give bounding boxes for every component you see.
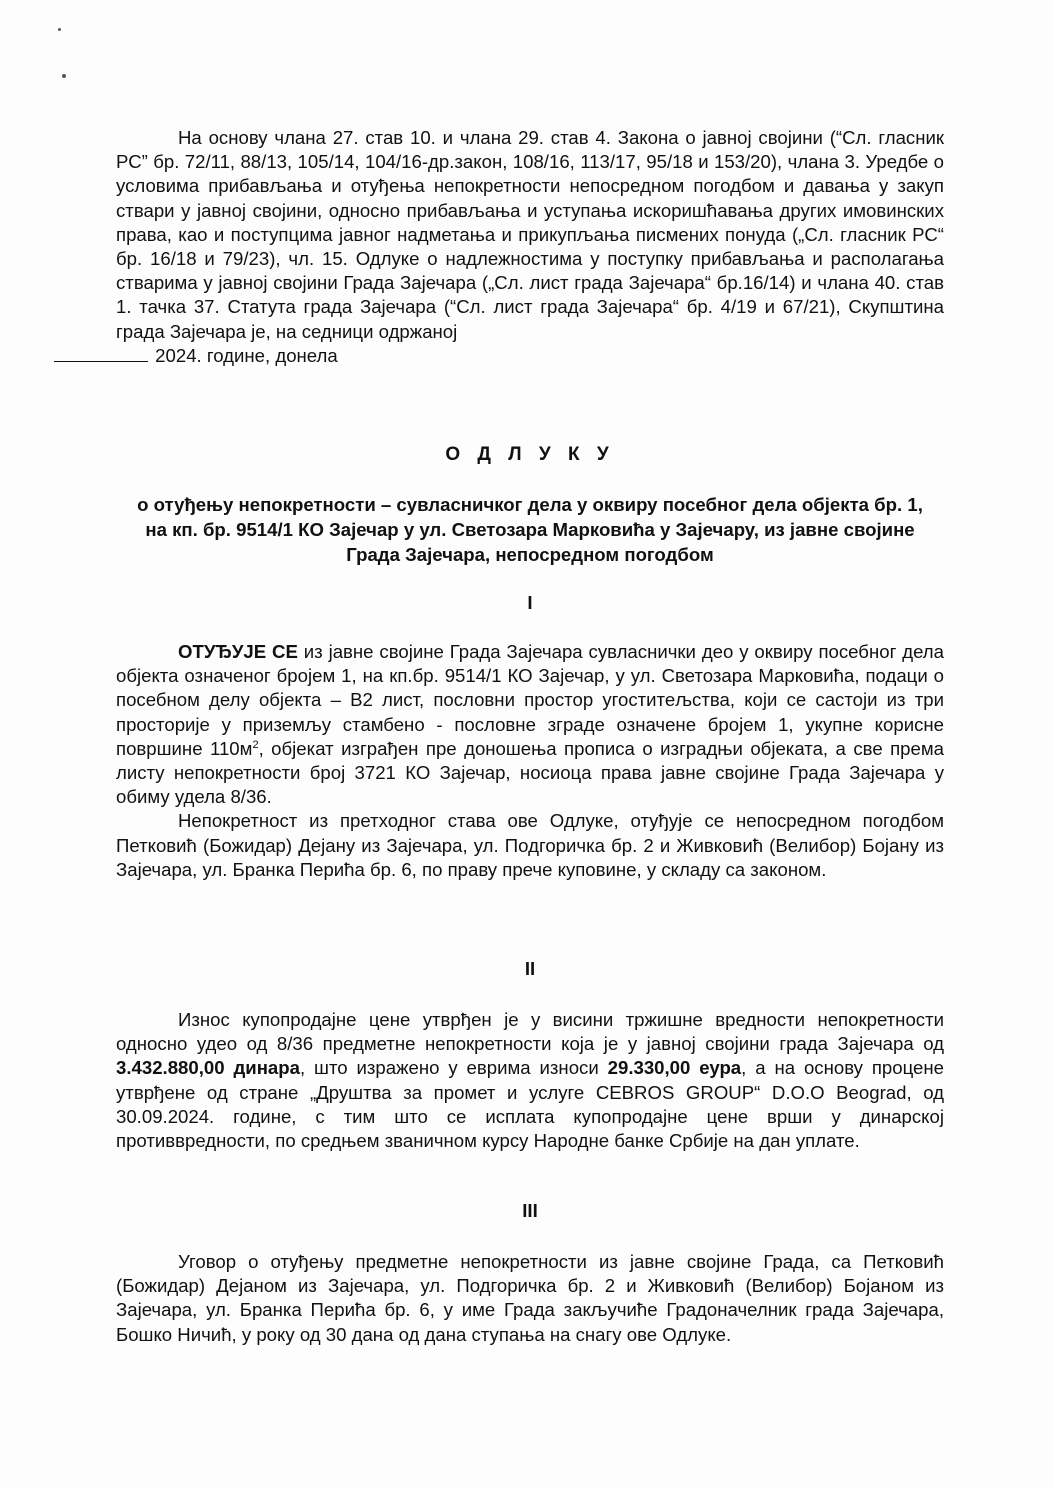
preamble-text: На основу члана 27. став 10. и члана 29. став 4. Закона о јавној својини (“Сл. гласник РС” бр. 72/11, 88/13, 105/14, 104/16-др.закон, 108/16, 113/17, 95/18 и 153/20), члана 3. Уредбе о условима прибављања и отуђења непокретности непосредном погодбом и давања у закуп ствари у јавној својини, односно прибављања и уступања искоришћавања других имовинских права, као и поступцима јавног надметања и прикупљања писмених понуда („Сл. гласник РС“ бр. 16/18 и 79/23), чл. 15. Одлуке о надлежностима у поступку прибављања и располагања стварима у јавној својини Града Зајечара („Сл. лист града Зајечара“ бр.16/14) и члана 40. став 1. тачка 37. Статута града Зајечара (“Сл. лист града Зајечара“ бр. 4/19 и 67/21), Скупштина града Зајечара је, на седници одржаној	[116, 127, 944, 342]
scan-speck	[58, 28, 61, 31]
area-unit-superscript: 2	[252, 738, 259, 751]
preamble-paragraph	[116, 126, 944, 368]
section-1-text-end: , објекат изграђен пре доношења прописа о изградњи објеката, а све према листу непокретности број 3721 КО Зајечар, носиоца права јавне својине Града Зајечара у обиму удела 8/36.	[116, 737, 944, 808]
section-2	[116, 1008, 944, 1153]
section-2-text-3: , а на основу процене утврђене од стране „Друштва за промет и услуге CEBROS GROUP“ D.O.O Beograd, од 30.09.2024. године, с тим што се исплата купопродајне цене врши у динарској противвредности, по средњем званичном курсу Народне банке Србије на дан уплате.	[116, 1057, 945, 1152]
section-numeral-3: III	[522, 1200, 538, 1221]
session-date-blank	[54, 346, 148, 362]
section-1-paragraph-1	[116, 640, 944, 809]
section-1	[116, 640, 944, 882]
decision-subject: о отуђењу непокретности – сувласничког дела у оквиру посебног дела објекта бр. 1, на кп. бр. 9514/1 КО Зајечар у ул. Светозара Марковића у Зајечару, из јавне својине Града Зајечара, непосредном погодбом	[137, 494, 923, 565]
price-rsd: 3.432.880,00 динара	[116, 1057, 300, 1079]
section-numeral-1: I	[527, 592, 533, 613]
section-3-paragraph: Уговор о отуђењу предметне непокретности из јавне својине Града, са Петковић (Божидар) Дејаном из Зајечара, ул. Подгоричка бр. 2 и Живковић (Велибор) Бојаном из Зајечара, ул. Бранка Перића бр. 6, у име Града закључиће Градоначелник града Зајечара, Бошко Ничић, у року од 30 дана од дана ступања на снагу ове Одлуке.	[116, 1251, 944, 1345]
section-numeral-2: II	[524, 958, 536, 979]
section-1-text: из јавне својине Града Зајечара сувласнички део у оквиру посебног дела објекта означеног бројем 1, на кп.бр. 9514/1 КО Зајечар, у ул. Светозара Марковића, подаци о посебном делу објекта – В2 лист, пословни простор угоститељства, који се састоји из три просторије у приземљу стамбено - пословне зграде означене бројем 1, укупне корисне површине 110м	[116, 641, 944, 759]
preamble-date-text: 2024. године, донела	[155, 344, 338, 366]
section-2-text-1: Износ купопродајне цене утврђен је у висини тржишне вредности непокретности односно удео од 8/36 предметне непокретности која је у јавној својини града Зајечара од	[116, 1009, 944, 1055]
section-2-text-2: , што изражено у еврима износи	[299, 1057, 599, 1079]
price-eur: 29.330,00 еура	[607, 1057, 742, 1079]
section-1-paragraph-2: Непокретност из претходног става ове Одлуке, отуђује се непосредном погодбом Петковић (Божидар) Дејану из Зајечара, ул. Подгоричка бр. 2 и Живковић (Велибор) Бојану из Зајечара, ул. Бранка Перића бр. 6, по праву прече куповине, у складу са законом.	[116, 810, 944, 880]
scan-speck	[62, 74, 66, 78]
section-3	[116, 1250, 944, 1347]
decision-title: О Д Л У К У	[445, 444, 615, 465]
section-1-bold-lead: ОТУЂУЈЕ СЕ	[178, 641, 298, 662]
section-2-paragraph	[116, 1008, 944, 1153]
preamble	[116, 126, 944, 368]
